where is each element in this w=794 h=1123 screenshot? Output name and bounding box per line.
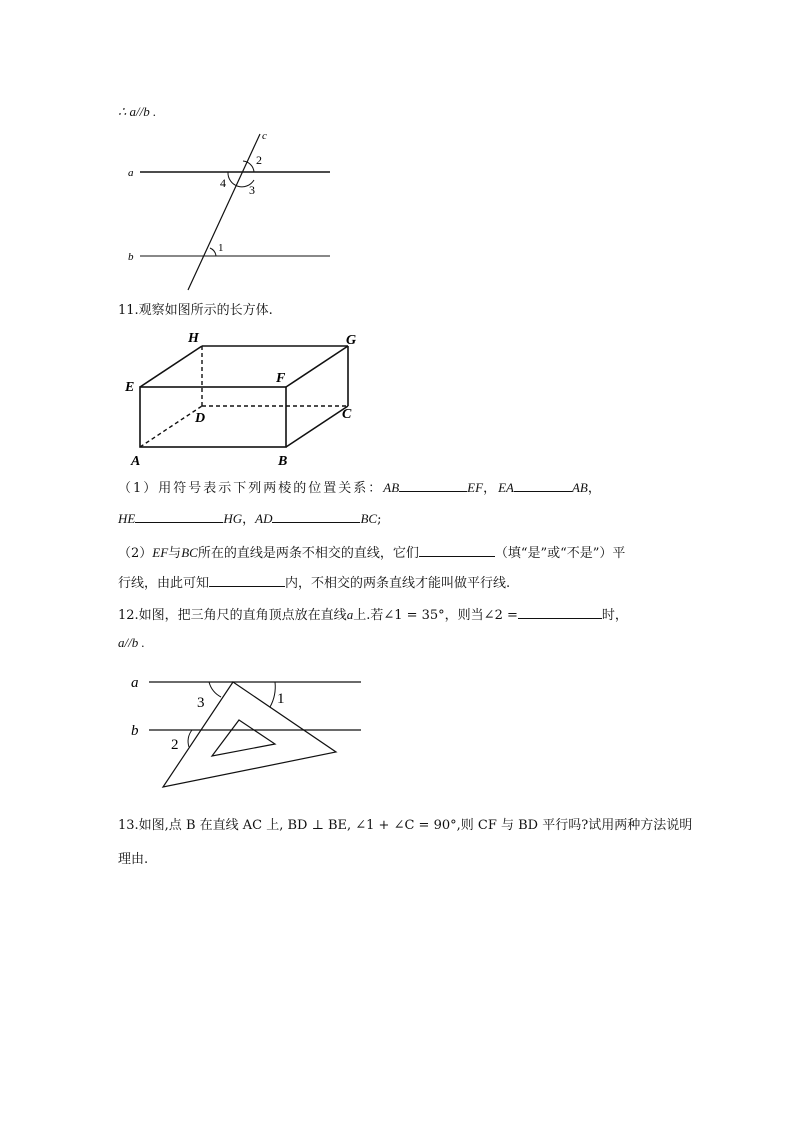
vertex-G: G (346, 333, 357, 348)
vertex-C: C (342, 407, 352, 422)
label-b: b (128, 251, 134, 263)
blank-angle-2[interactable] (518, 605, 602, 619)
vertex-D: D (195, 411, 206, 426)
q10-conclusion: ∴ a//b . (118, 104, 157, 119)
blank-he-hg[interactable] (135, 509, 223, 523)
q11-part2-line2: 行线，由此可知 内，不相交的两条直线才能叫做平行线. (118, 573, 510, 593)
vertex-A: A (131, 454, 141, 469)
vertex-H: H (188, 331, 199, 346)
angle-2-label: 2 (256, 153, 262, 167)
angle-3-label: 3 (249, 183, 255, 197)
vertex-E: E (125, 380, 135, 395)
cuboid-figure (120, 325, 370, 470)
angle-2-label: 2 (171, 737, 179, 753)
label-b: b (131, 723, 139, 739)
q11-part2-line1: （2）EF与BC所在的直线是两条不相交的直线，它们 （填“是”或“不是”）平 (118, 545, 626, 561)
parallel-lines-figure-1 (120, 125, 340, 295)
blank-ad-bc[interactable] (272, 509, 360, 523)
q11-part1-line1: （1）用符号表示下列两棱的位置关系：AB EF，EA AB， (118, 480, 603, 496)
blank-ab-ef[interactable] (399, 478, 467, 492)
angle-1-label: 1 (277, 691, 285, 707)
q11-part1-line2: HE HG，AD BC; (118, 511, 382, 527)
vertex-F: F (276, 371, 286, 386)
blank-condition[interactable] (209, 573, 285, 587)
angle-1-label: 1 (218, 242, 224, 254)
q12-conclusion: a//b . (118, 635, 145, 650)
blank-ea-ab[interactable] (514, 478, 572, 492)
vertex-B: B (278, 454, 288, 469)
label-a: a (128, 167, 134, 179)
q13-line2: 理由. (118, 852, 149, 867)
label-c: c (262, 130, 267, 142)
set-square-inner (212, 720, 275, 756)
blank-is-parallel[interactable] (419, 543, 495, 557)
q13-line1: 13.如图,点 B 在直线 AC 上, BD ⊥ BE, ∠1 + ∠C = 90°,则 CF 与 BD 平行吗?试用两种方法说明 (118, 818, 693, 833)
q12-stem: 12.如图，把三角尺的直角顶点放在直线a上.若∠1 = 35°，则当∠2 = 时， (118, 607, 628, 623)
set-square-figure (125, 665, 370, 795)
q11-stem: 11.观察如图所示的长方体. (118, 303, 273, 318)
angle-4-label: 4 (220, 176, 226, 190)
label-a: a (131, 675, 139, 691)
angle-3-label: 3 (197, 695, 205, 711)
transversal-c (188, 134, 260, 290)
